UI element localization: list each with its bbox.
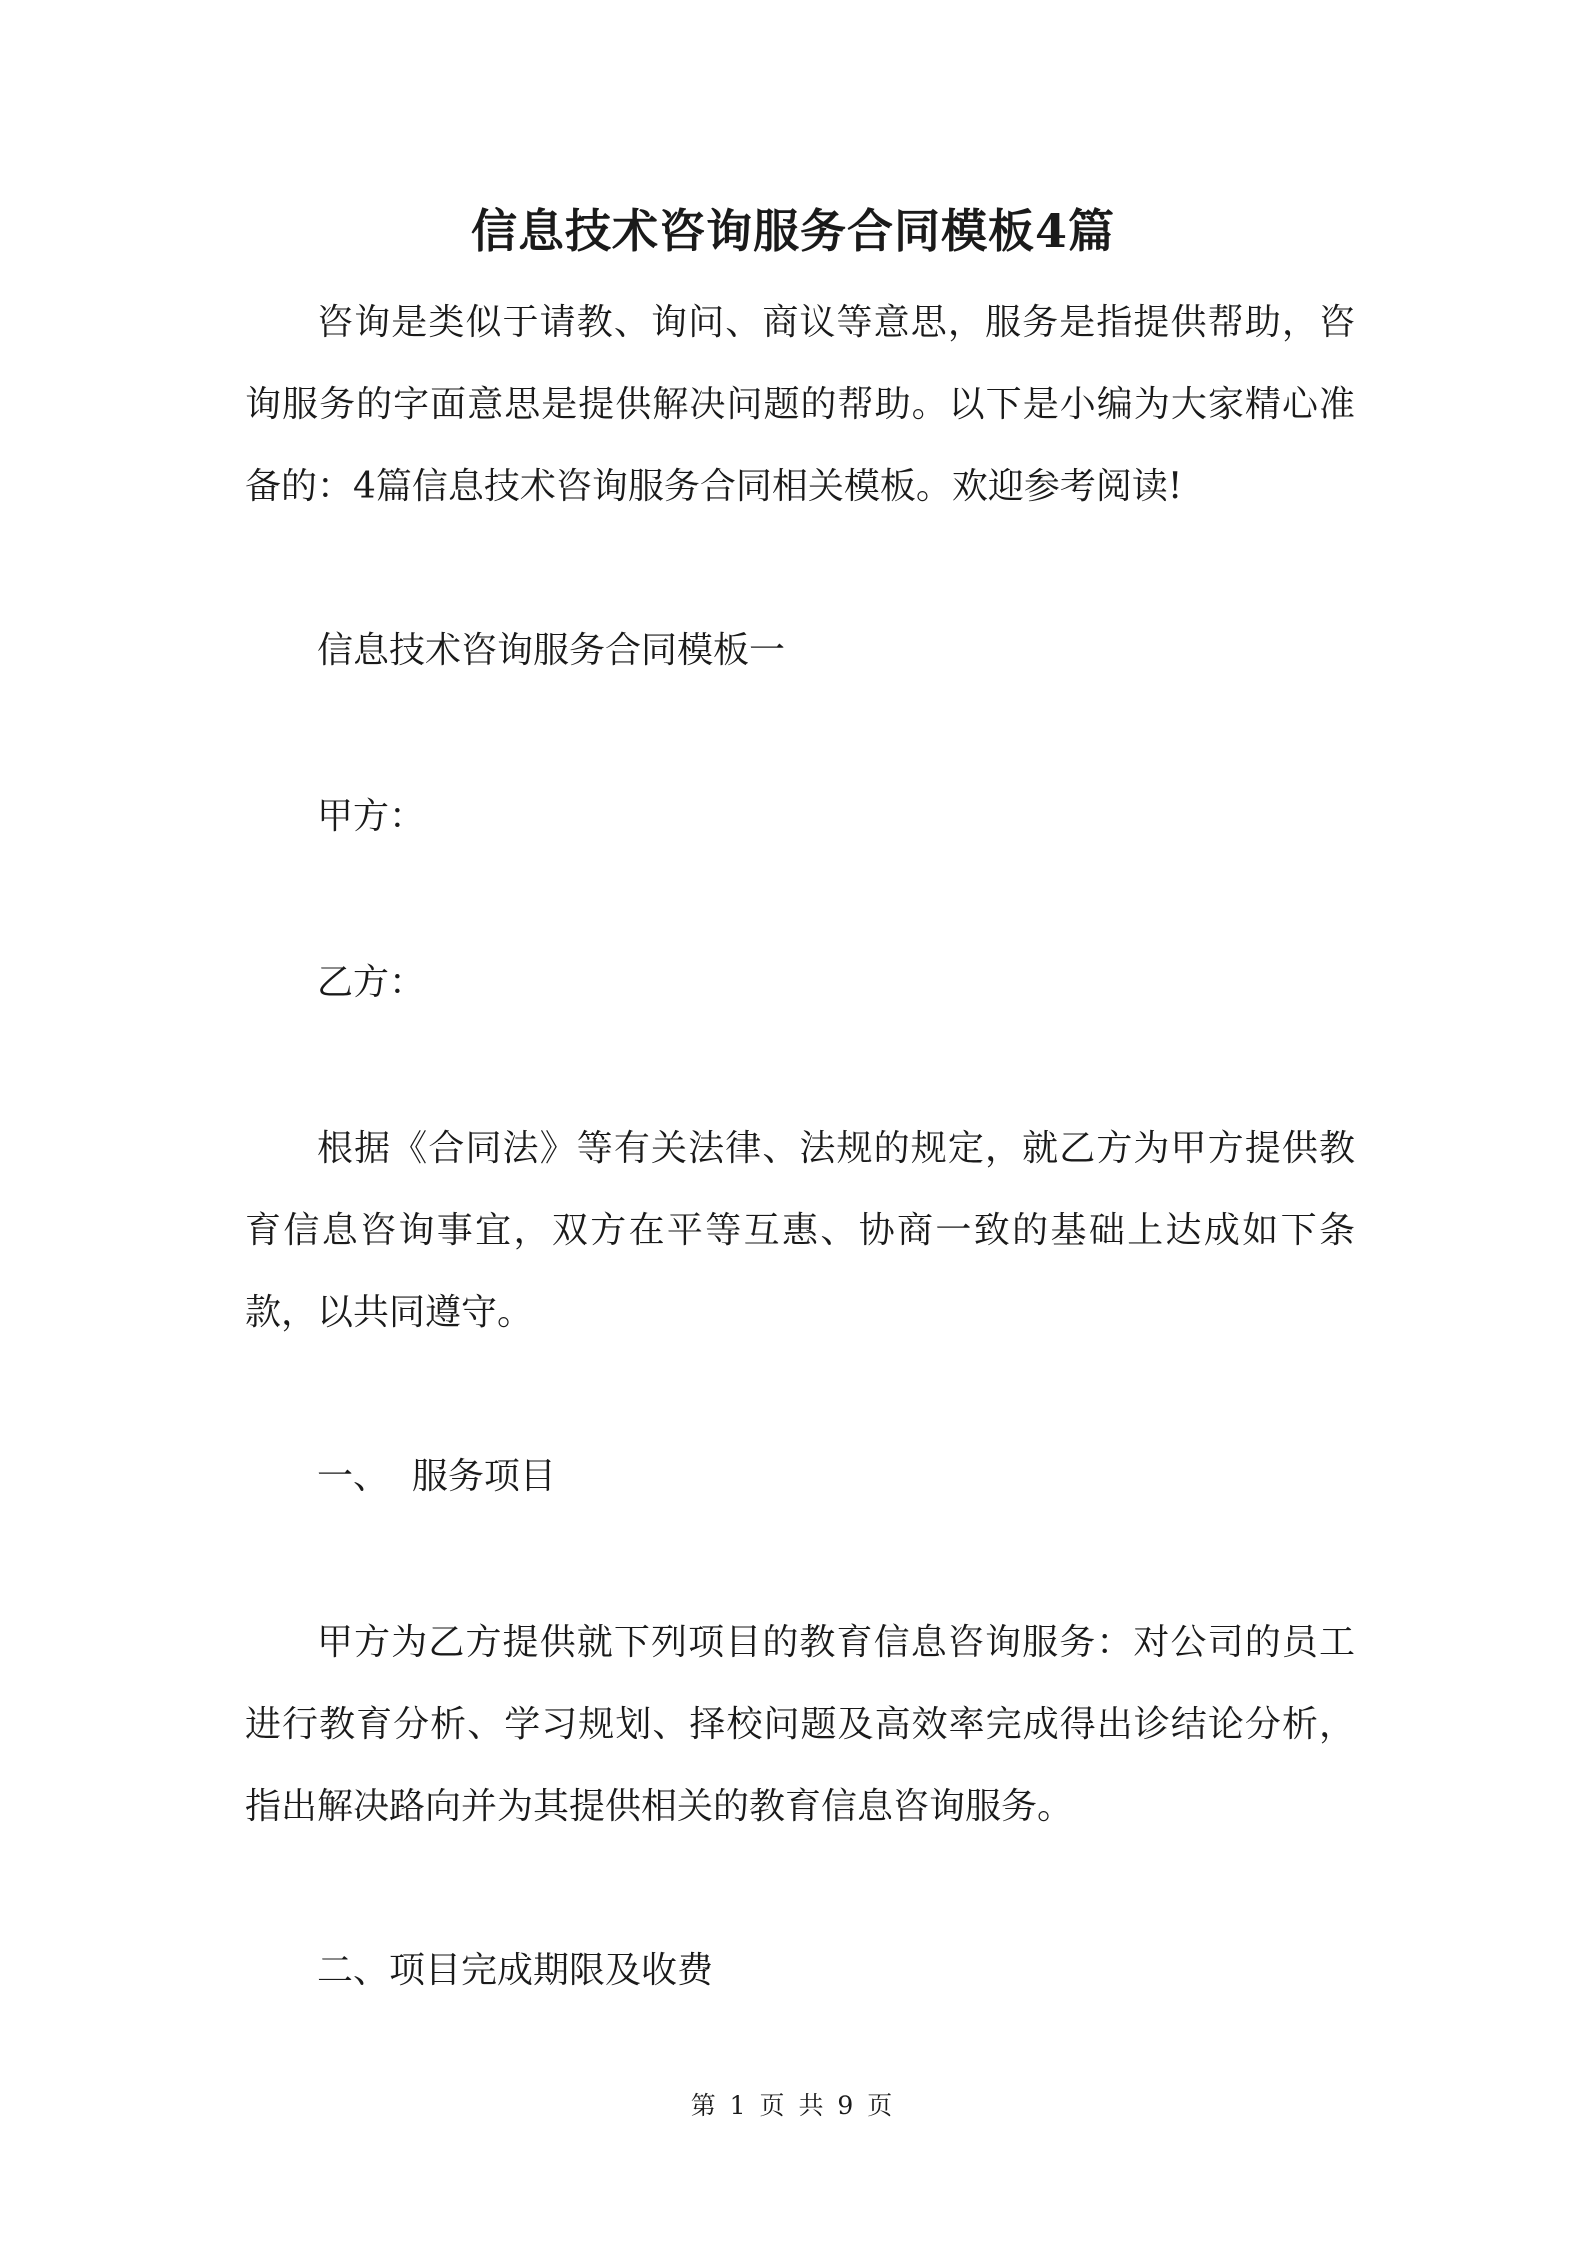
party-b-label: 乙方：	[317, 962, 426, 1003]
preamble-paragraph: 根据《合同法》等有关法律、法规的规定，就乙方为甲方提供教育信息咨询事宜，双方在平等互惠、协商一致的基础上达成如下条款，以共同遵守。	[245, 1128, 1355, 1333]
clause-2-heading: 二、项目完成期限及收费	[317, 1950, 714, 1991]
intro-paragraph: 咨询是类似于请教、询问、商议等意思，服务是指提供帮助，咨询服务的字面意思是提供解决问题的帮助。以下是小编为大家精心准备的：4篇信息技术咨询服务合同相关模板。欢迎参考阅读!	[245, 302, 1355, 507]
party-a-label: 甲方：	[317, 796, 426, 837]
clause-1-heading: 一、 服务项目	[317, 1456, 556, 1497]
section-title: 信息技术咨询服务合同模板一	[317, 630, 786, 671]
document-title: 信息技术咨询服务合同模板4篇	[470, 204, 1115, 258]
page-footer: 第 1 页 共 9 页	[690, 2091, 896, 2120]
clause-1-body: 甲方为乙方提供就下列项目的教育信息咨询服务：对公司的员工进行教育分析、学习规划、择校问题及高效率完成得出诊结论分析，指出解决路向并为其提供相关的教育信息咨询服务。	[245, 1622, 1355, 1827]
